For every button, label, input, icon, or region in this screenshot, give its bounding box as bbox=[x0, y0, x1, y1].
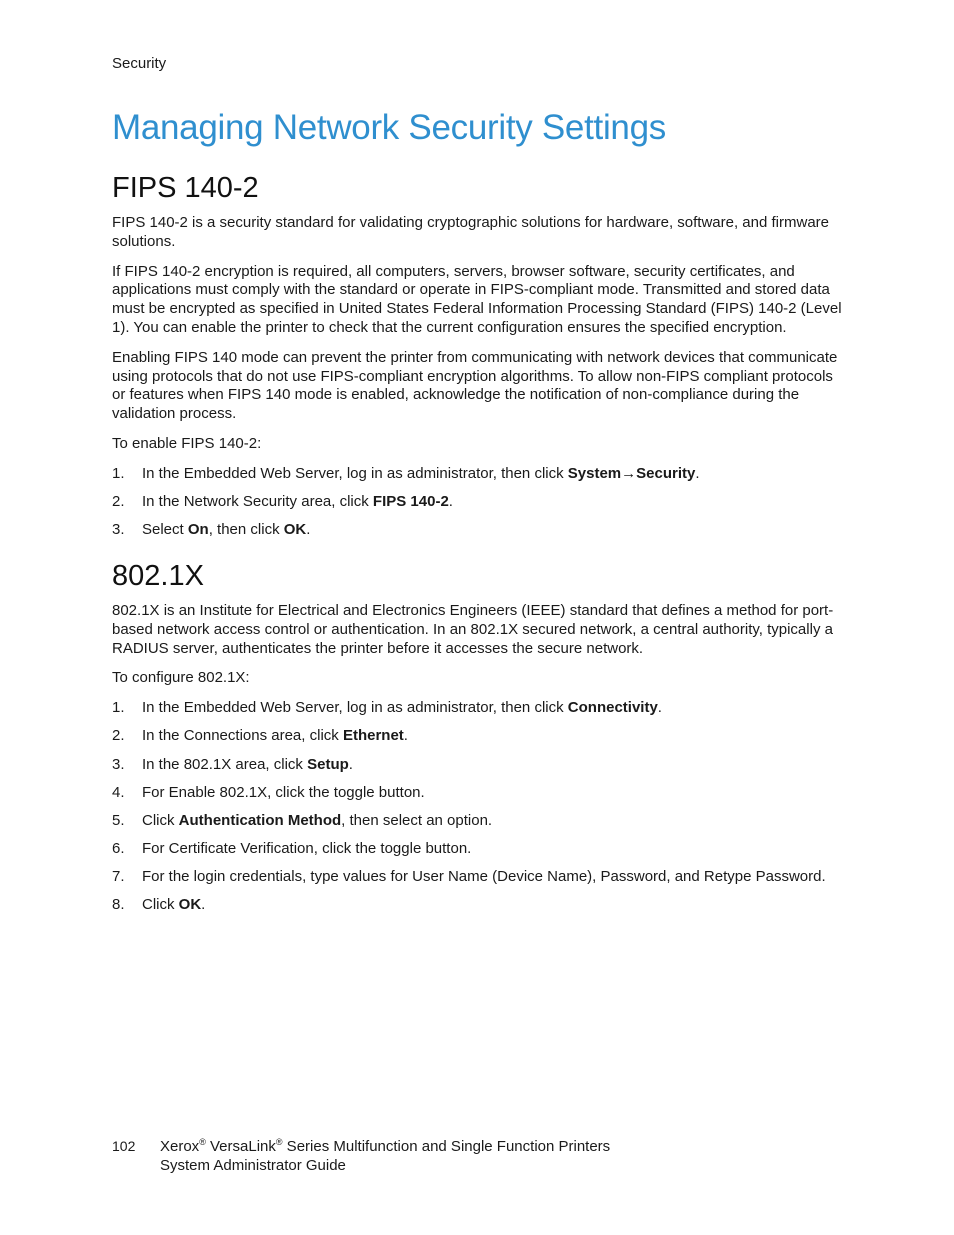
list-item: 3. In the 802.1X area, click Setup. bbox=[112, 755, 353, 773]
fips-heading: FIPS 140-2 bbox=[112, 172, 259, 204]
running-header: Security bbox=[112, 55, 167, 72]
dot1x-section bbox=[112, 558, 842, 915]
dot1x-steps bbox=[112, 699, 842, 915]
footer-line-1: Xerox® VersaLink® Series Multifunction and Single Function Printers bbox=[160, 1137, 611, 1155]
list-item: 7. For the login credentials, type values for User Name (Device Name), Password, and Retype Password. bbox=[112, 868, 826, 886]
dot1x-heading: 802.1X bbox=[112, 559, 204, 592]
fips-steps bbox=[112, 465, 842, 540]
dot1x-intro: To configure 802.1X: bbox=[112, 669, 250, 687]
list-item: 3. Select On, then click OK. bbox=[112, 521, 311, 539]
list-item: 2. In the Network Security area, click FIPS 140-2. bbox=[112, 492, 453, 510]
footer-text bbox=[160, 1137, 610, 1176]
list-item: 5. Click Authentication Method, then select an option. bbox=[112, 811, 493, 829]
dot1x-para-1: 802.1X is an Institute for Electrical and Electronics Engineers (IEEE) standard that defines a method for port-based network access control or authentication. In an 802.1X secured network, a central authority, typically a RADIUS server, authenticates the printer before it accesses the secure network. bbox=[112, 601, 834, 657]
list-item: 2. In the Connections area, click Ethernet. bbox=[112, 727, 408, 745]
main-content bbox=[112, 170, 842, 925]
list-item: 8. Click OK. bbox=[112, 896, 206, 914]
page-number: 102 bbox=[112, 1138, 136, 1154]
fips-para-3: Enabling FIPS 140 mode can prevent the printer from communicating with network devices that communicate using protocols that do not use FIPS-compliant encryption algorithms. To allow non-FIPS compliant protocols or features when FIPS 140 mode is enabled, acknowledge the notification of non-compliance during the validation process. bbox=[112, 348, 838, 423]
fips-para-2: If FIPS 140-2 encryption is required, all computers, servers, browser software, security certificates, and applications must comply with the standard or operate in FIPS-compliant mode. Transmitted and stored data must be encrypted as specified in United States Federal Information Processing Standard (FIPS) 140-2 (Level 1). You can enable the printer to check that the current configuration ensures the specified encryption. bbox=[112, 262, 842, 336]
list-item: 6. For Certificate Verification, click the toggle button. bbox=[112, 840, 472, 858]
list-item: 4. For Enable 802.1X, click the toggle button. bbox=[112, 783, 425, 801]
list-item: 1. In the Embedded Web Server, log in as administrator, then click System→Security. bbox=[112, 464, 700, 482]
footer-line-2: System Administrator Guide bbox=[160, 1157, 346, 1175]
fips-section bbox=[112, 170, 842, 540]
page-title: Managing Network Security Settings bbox=[112, 108, 666, 147]
fips-para-1: FIPS 140-2 is a security standard for validating cryptographic solutions for hardware, software, and firmware solutions. bbox=[112, 214, 829, 250]
list-item: 1. In the Embedded Web Server, log in as administrator, then click Connectivity. bbox=[112, 699, 662, 717]
fips-intro: To enable FIPS 140-2: bbox=[112, 434, 262, 452]
arrow-icon: → bbox=[621, 464, 637, 482]
